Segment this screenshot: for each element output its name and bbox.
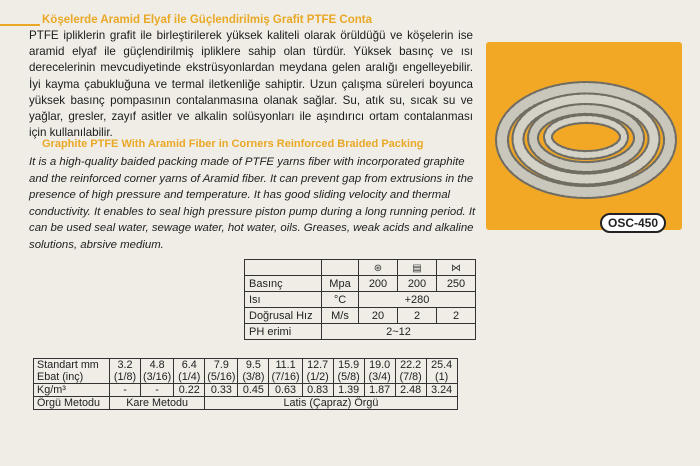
weight-cell: 1.87 [364,384,395,397]
table-row [245,260,476,276]
table-row [245,308,476,324]
size-inch: (7/8) [399,371,422,383]
row-label: Basınç [245,276,322,292]
valve-icon: ⋈ [451,262,461,274]
table-row [245,276,476,292]
inch-label: Ebat (inç) [37,371,84,383]
product-photo [486,42,682,230]
size-mm: 3.2 [117,359,133,371]
size-mm: 22.2 [400,359,422,371]
size-inch: (1/4) [178,371,201,383]
size-inch: (1/2) [306,371,329,383]
size-mm: 9.5 [245,359,261,371]
value-cell: +280 [359,292,476,308]
size-inch: (1/8) [113,371,137,383]
value-cell: 2 [437,308,476,324]
method-cell: Kare Metodu [110,397,205,410]
size-cell [302,359,333,384]
rotary-icon: ⊛ [373,262,383,274]
size-mm: 11.1 [275,359,296,371]
pump-icon: ▤ [412,262,422,274]
row-label [34,359,110,384]
size-cell [205,359,238,384]
value-cell: 200 [398,276,437,292]
size-inch: (7/16) [271,371,300,383]
size-inch: (1) [435,371,449,383]
size-inch: (3/4) [368,371,391,383]
size-cell [238,359,269,384]
table-row [245,324,476,340]
size-mm: 25.4 [431,359,453,371]
size-mm: 7.9 [213,359,229,371]
method-cell: Latis (Çapraz) Örgü [205,397,457,410]
size-mm: 4.8 [149,359,165,371]
row-label: Isı [245,292,322,308]
product-code-label: OSC-450 [600,213,666,233]
weight-cell: - [110,384,141,397]
size-cell [333,359,364,384]
row-label: Kg/m³ [34,384,110,397]
size-cell [174,359,205,384]
table-row [34,384,458,397]
value-cell: 250 [437,276,476,292]
table-row [34,359,458,384]
size-mm: 12.7 [307,359,329,371]
value-cell: 2~12 [322,324,476,340]
weight-cell: 1.39 [333,384,364,397]
weight-cell: 2.48 [395,384,426,397]
size-inch: (3/16) [143,371,172,383]
row-unit: °C [322,292,359,308]
row-unit: Mpa [322,276,359,292]
weight-cell: 0.33 [205,384,238,397]
title-accent-bar [0,24,40,26]
table-row [34,397,458,410]
row-label: PH erimi [245,324,322,340]
size-cell [395,359,426,384]
weight-cell: 0.83 [302,384,333,397]
spec-table [244,259,476,340]
row-label: Doğrusal Hız [245,308,322,324]
packing-coil-image [486,42,682,230]
size-inch: (5/16) [207,371,236,383]
value-cell: 200 [359,276,398,292]
row-unit: M/s [322,308,359,324]
value-cell: 20 [359,308,398,324]
weight-cell: 3.24 [426,384,457,397]
size-cell [110,359,141,384]
row-label: Örgü Metodu [34,397,110,410]
size-mm: 6.4 [181,359,197,371]
english-description: It is a high-quality baided packing made of PTFE yarns fiber with incorporated graphite and the reinforced corner yarns of Aramid fiber. It can prevent gap from extrusions in the presence of high pressure and temperature. It has good sliding velocity and thermal conductivity. It enables to seal high pressure piston pump during a long running period. It can be used seal water, sewage water, hot water, oils. Greases, weak acids and alkaline solutions, abrsive medium. [29,156,476,251]
size-inch: (3/8) [242,371,265,383]
size-table [33,358,458,410]
size-cell [141,359,174,384]
size-mm: 19.0 [369,359,391,371]
size-inch: (5/8) [337,371,360,383]
english-title: Graphite PTFE With Aramid Fiber in Corners Reinforced Braided Packing [42,138,424,150]
size-cell [269,359,302,384]
table-row [245,292,476,308]
turkish-description: PTFE ipliklerin grafit ile birleştirilerek yüksek kaliteli olarak örüldüğü ve köşelerin ise aramid elyaf ile güçlendirilmiş ipliklere sahip olan türdür. Yüksek basınç ve ısı derecelerinin mevcudiyetinde ekstrüsyonlardan meydana gelen aralığı engelleyebilir. İyi kayma çabukluğuna ve termal iletkenliğe sahiptir. Uzun çalışma süreleri boyunca yüksek basınç pompasının contalanmasına olanak sağlar. Su, atık su, sıcak su ve yağlar, gresler, zayıf asitler ve alkalin solüsyonları ile aşındırıcı ortam contalanması için kullanılabilir. [29,29,473,140]
mm-label: Standart mm [37,359,99,371]
weight-cell: 0.22 [174,384,205,397]
value-cell: 2 [398,308,437,324]
weight-cell: - [141,384,174,397]
size-cell [426,359,457,384]
size-mm: 15.9 [338,359,360,371]
weight-cell: 0.63 [269,384,302,397]
turkish-title: Köşelerde Aramid Elyaf ile Güçlendirilmiş Grafit PTFE Conta [42,14,372,26]
size-cell [364,359,395,384]
weight-cell: 0.45 [238,384,269,397]
